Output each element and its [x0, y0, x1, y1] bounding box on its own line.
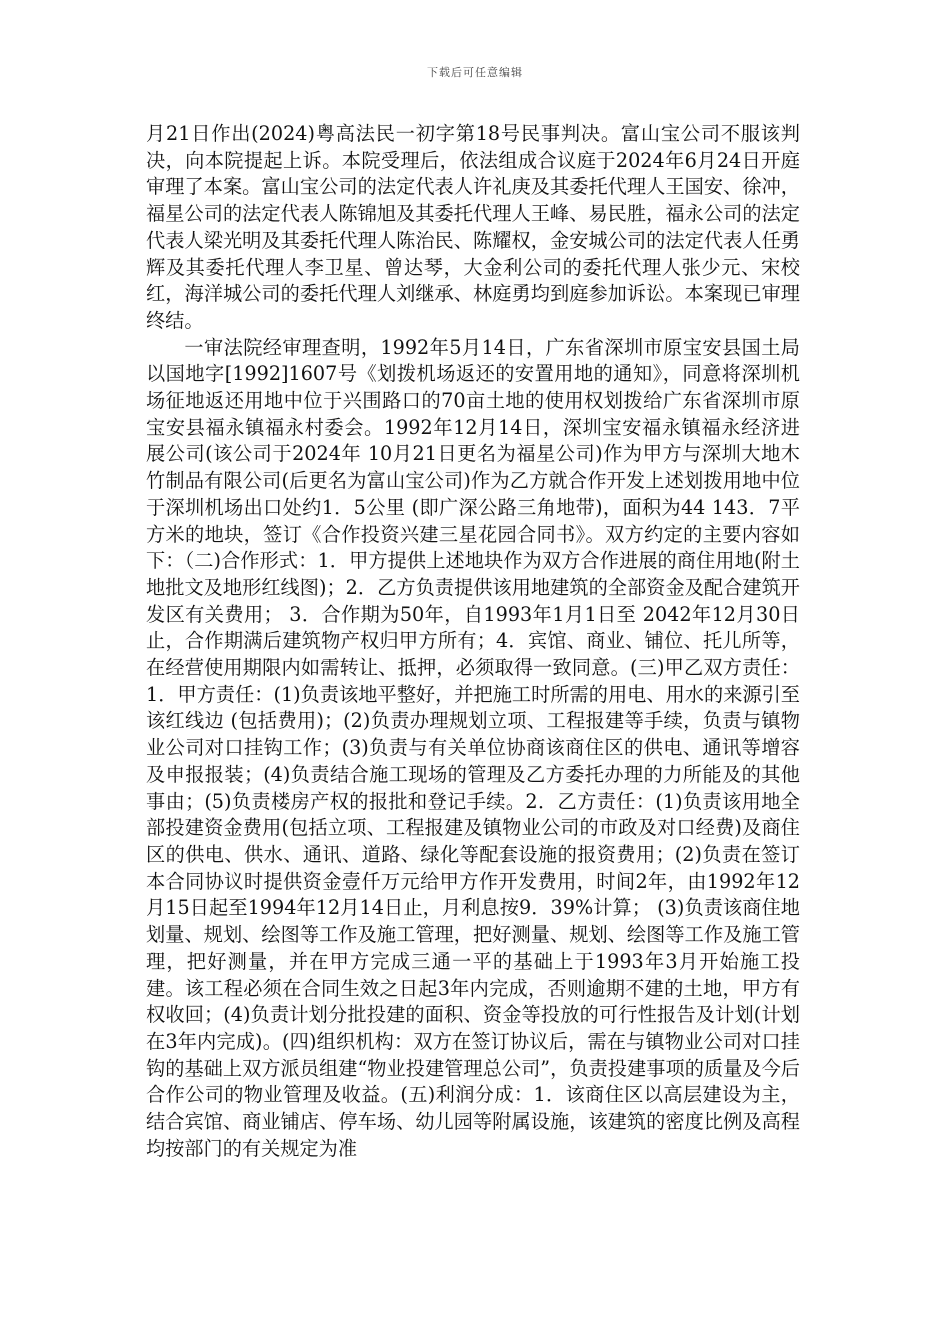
paragraph-2: 一审法院经审理查明，1992年5月14日，广东省深圳市原宝安县国土局以国地字[1992]1607号《划拨机场返还的安置用地的通知》，同意将深圳机场征地返还用地中位于兴围路口的70亩土地的使用权划拨给广东省深圳市原宝安县福永镇福永村委会。1992年12月14日，深圳宝安福永镇福永经济进展公司(该公司于2024年 10月21日更名为福星公司)作为甲方与深圳大地木竹制品有限公司(后更名为富山宝公司)作为乙方就合作开发上述划拨用地中位于深圳机场出口处约1．5公里 (即广深公路三角地带)，面积为44 143．7平方米的地块，签订《合作投资兴建三星花园合同书》。双方约定的主要内容如下：（二)合作形式：1．甲方提供上述地块作为双方合作进展的商住用地(附土地批文及地形红线图)；2．乙方负责提供该用地建筑的全部资金及配合建筑开发区有关费用； 3．合作期为50年，自1993年1月1日至 2042年12月30日止，合作期满后建筑物产权归甲方所有；4．宾馆、商业、铺位、托儿所等，在经营使用期限内如需转让、抵押，必须取得一致同意。(三)甲乙双方责任：1．甲方责任：(1)负责该地平整好，并把施工时所需的用电、用水的来源引至该红线边 (包括费用)；(2)负责办理规划立项、工程报建等手续，负责与镇物业公司对口挂钩工作；(3)负责与有关单位协商该商住区的供电、通讯等增容及申报报装；(4)负责结合施工现场的管理及乙方委托办理的力所能及的其他事由；(5)负责楼房产权的报批和登记手续。2．乙方责任：(1)负责该用地全部投建资金费用(包括立项、工程报建及镇物业公司的市政及对口经费)及商住区的供电、供水、通讯、道路、绿化等配套设施的报资费用；(2)负责在签订本合同协议时提供资金壹仟万元给甲方作开发费用，时间2年，由1992年12月15日起至1994年12月14日止，月利息按9．39%计算； (3)负责该商住地划量、规划、绘图等工作及施工管理，把好测量、规划、绘图等工作及施工管理，把好测量，并在甲方完成三通一平的基础上于1993年3月开始施工投建。该工程必须在合同生效之日起3年内完成，否则逾期不建的土地，甲方有权收回；(4)负责计划分批投建的面积、资金等投放的可行性报告及计划(计划在3年内完成)。(四)组织机构：双方在签订协议后，需在与镇物业公司对口挂钩的基础上双方派员组建“物业投建管理总公司”，负责投建事项的质量及今后合作公司的物业管理及收益。(五)利润分成：1．该商住区以高层建设为主，结合宾馆、商业铺店、停车场、幼儿园等附属设施，该建筑的密度比例及高程均按部门的有关规定为准 — [146, 335, 800, 1160]
document-body — [146, 121, 800, 1162]
paragraph-1: 月21日作出(2024)粤高法民一初字第18号民事判决。富山宝公司不服该判决，向本院提起上诉。本院受理后，依法组成合议庭于2024年6月24日开庭审理了本案。富山宝公司的法定代表人许礼庚及其委托代理人王国安、徐冲，福星公司的法定代表人陈锦旭及其委托代理人王峰、易民胜，福永公司的法定代表人梁光明及其委托代理人陈治民、陈耀权，金安城公司的法定代表人任勇辉及其委托代理人李卫星、曾达琴，大金利公司的委托代理人张少元、宋校红，海洋城公司的委托代理人刘继承、林庭勇均到庭参加诉讼。本案现已审理终结。 — [146, 122, 800, 332]
page-header-note: 下载后可任意编辑 — [427, 66, 523, 79]
